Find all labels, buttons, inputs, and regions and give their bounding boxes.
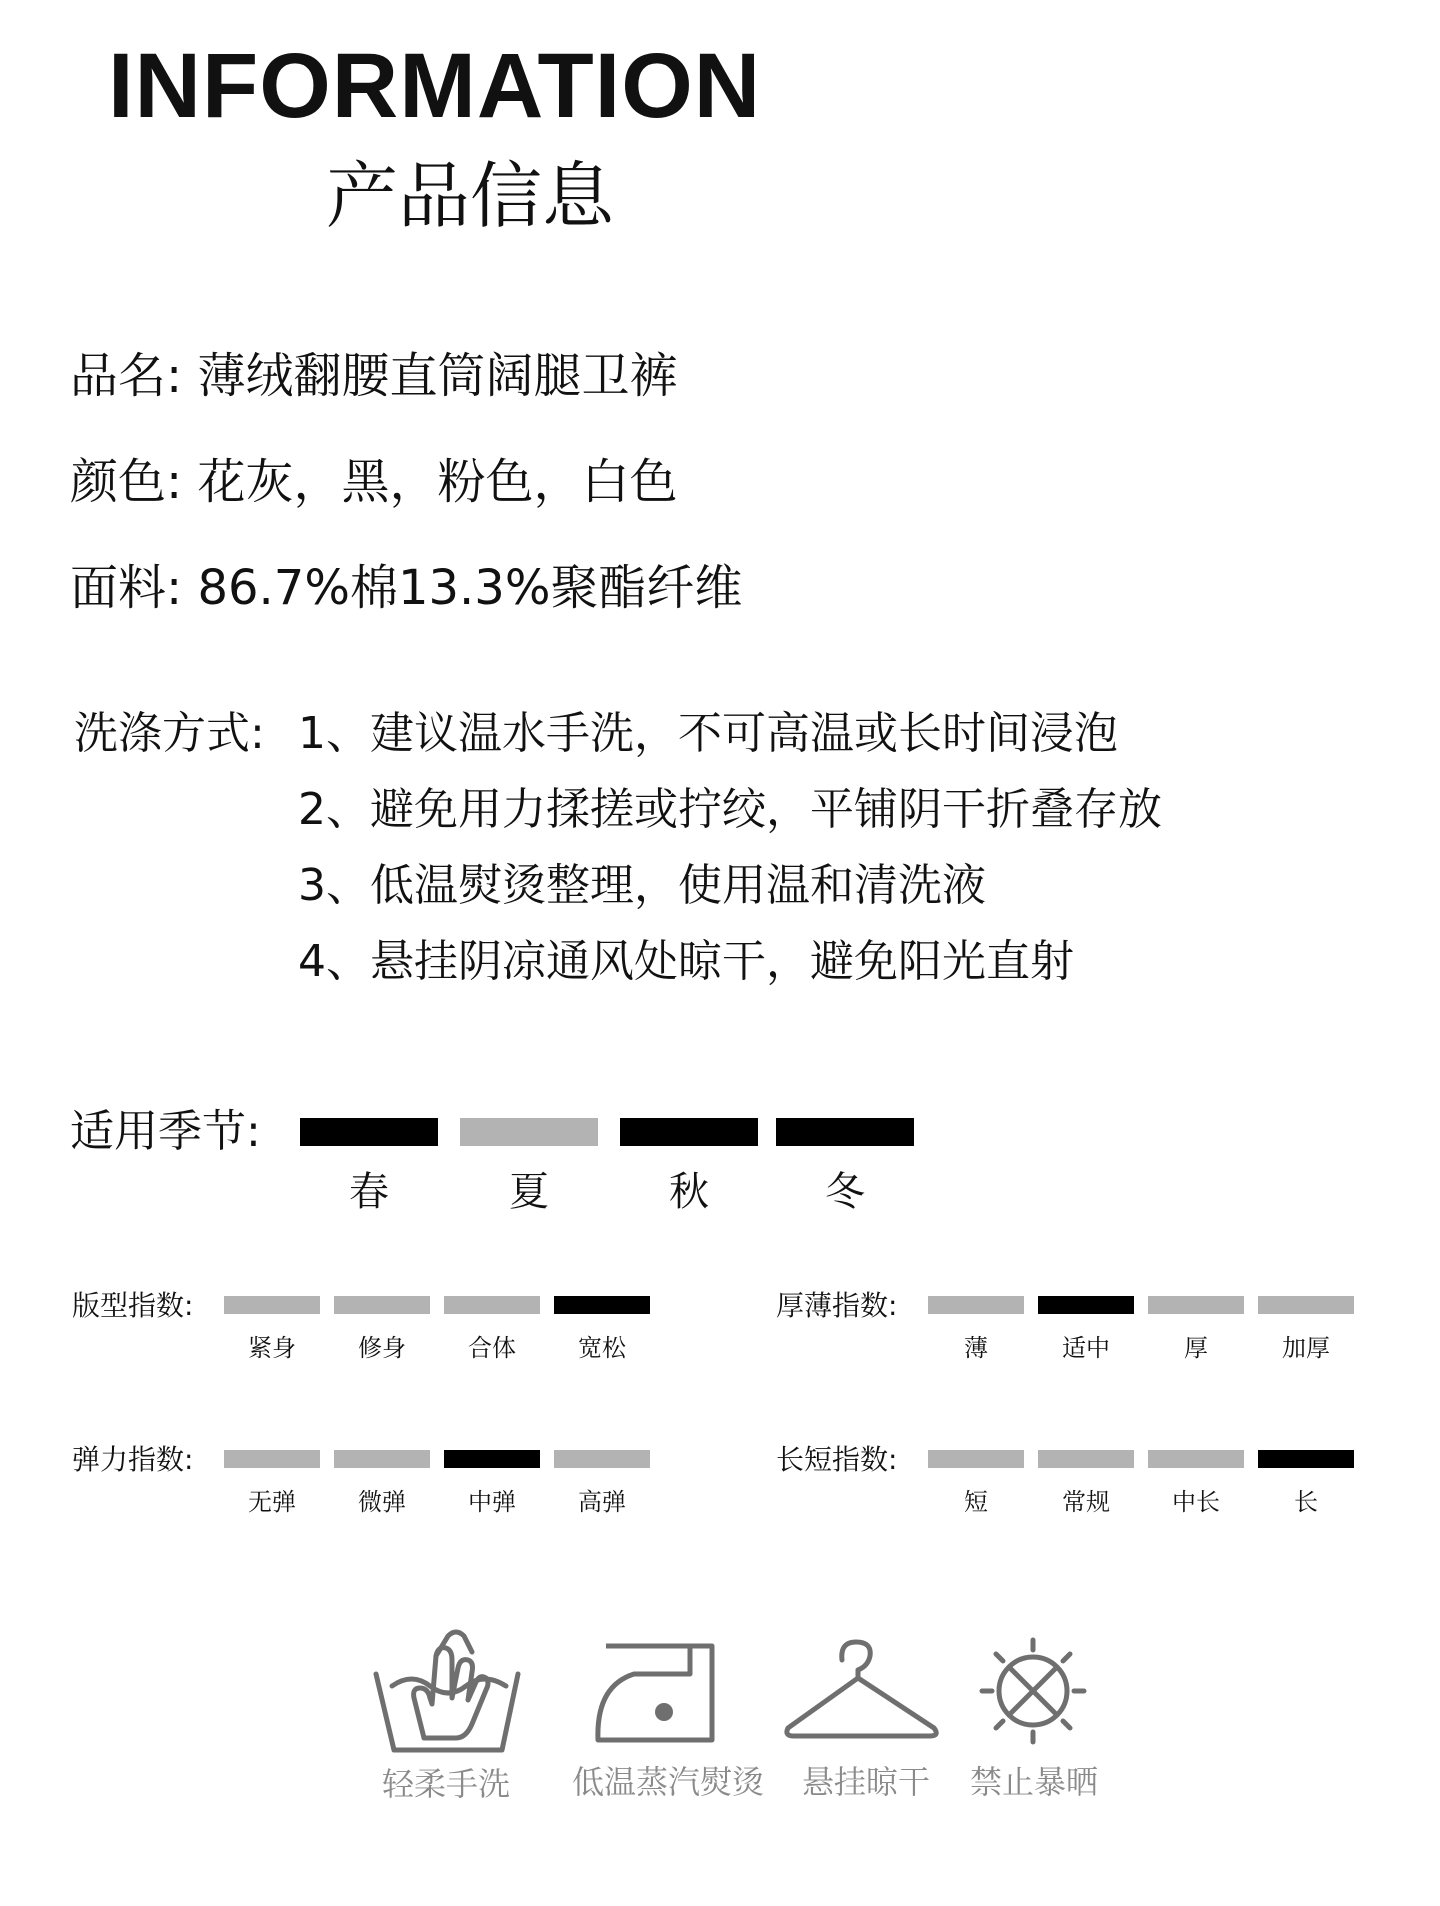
- length-index-bar-2: [1038, 1450, 1134, 1468]
- product-name-label: 品名:: [70, 348, 183, 404]
- care-label-no-sun: 禁止暴晒: [970, 1763, 1099, 1801]
- thickness-index-option-4: 加厚: [1282, 1334, 1330, 1362]
- length-index-option-4: 长: [1294, 1488, 1318, 1516]
- thickness-index-bar-4: [1258, 1296, 1354, 1314]
- product-fabric-label: 面料:: [70, 560, 183, 616]
- iron-icon: [594, 1640, 724, 1750]
- title-english: INFORMATION: [108, 35, 762, 137]
- thickness-index-bar-3: [1148, 1296, 1244, 1314]
- fit-index-bar-3: [444, 1296, 540, 1314]
- thickness-index-option-3: 厚: [1184, 1334, 1208, 1362]
- thickness-index-bar-2: [1038, 1296, 1134, 1314]
- washing-line-4: 4、悬挂阴凉通风处晾干，避免阳光直射: [298, 936, 1074, 987]
- elasticity-index-option-4: 高弹: [578, 1488, 626, 1516]
- length-index-option-3: 中长: [1172, 1488, 1220, 1516]
- product-color-value: 花灰，黑，粉色，白色: [197, 454, 678, 510]
- no-sun-icon: [978, 1636, 1088, 1746]
- thickness-index-option-1: 薄: [964, 1334, 988, 1362]
- season-label-3: 秋: [669, 1169, 709, 1215]
- elasticity-index-bar-1: [224, 1450, 320, 1468]
- product-fabric-row: [70, 560, 743, 616]
- elasticity-index-option-1: 无弹: [248, 1488, 296, 1516]
- season-label-1: 春: [349, 1169, 389, 1215]
- fit-index-label: 版型指数:: [72, 1289, 194, 1322]
- elasticity-index-option-2: 微弹: [358, 1488, 406, 1516]
- season-bar-1: [300, 1118, 438, 1146]
- product-color-row: [70, 454, 678, 510]
- care-label-hanger: 悬挂晾干: [802, 1763, 931, 1801]
- thickness-index-label: 厚薄指数:: [776, 1289, 898, 1322]
- season-label-4: 冬: [825, 1169, 865, 1215]
- season-label-2: 夏: [509, 1169, 549, 1215]
- hand-wash-icon: [372, 1628, 522, 1758]
- length-index-bar-1: [928, 1450, 1024, 1468]
- fit-index-option-1: 紧身: [248, 1334, 296, 1362]
- elasticity-index-bar-3: [444, 1450, 540, 1468]
- product-name-row: [70, 348, 678, 404]
- elasticity-index-bar-2: [334, 1450, 430, 1468]
- product-fabric-value: 86.7%棉13.3%聚酯纤维: [197, 560, 743, 616]
- elasticity-index-label: 弹力指数:: [72, 1443, 194, 1476]
- season-bar-4: [776, 1118, 914, 1146]
- fit-index-option-2: 修身: [358, 1334, 406, 1362]
- hanger-icon: [782, 1636, 942, 1746]
- washing-line-2: 2、避免用力揉搓或拧绞，平铺阴干折叠存放: [298, 784, 1162, 835]
- length-index-bar-4: [1258, 1450, 1354, 1468]
- elasticity-index-bar-4: [554, 1450, 650, 1468]
- fit-index-bar-1: [224, 1296, 320, 1314]
- washing-line-1: 1、建议温水手洗，不可高温或长时间浸泡: [298, 708, 1118, 759]
- fit-index-option-3: 合体: [468, 1334, 516, 1362]
- title-chinese: 产品信息: [326, 154, 615, 238]
- fit-index-bar-4: [554, 1296, 650, 1314]
- washing-line-3: 3、低温熨烫整理，使用温和清洗液: [298, 860, 986, 911]
- length-index-bar-3: [1148, 1450, 1244, 1468]
- product-name-value: 薄绒翻腰直筒阔腿卫裤: [197, 348, 678, 404]
- care-label-hand-wash: 轻柔手洗: [382, 1765, 511, 1803]
- length-index-option-2: 常规: [1062, 1488, 1110, 1516]
- season-bar-3: [620, 1118, 758, 1146]
- fit-index-bar-2: [334, 1296, 430, 1314]
- care-label-iron: 低温蒸汽熨烫: [572, 1763, 765, 1801]
- thickness-index-option-2: 适中: [1062, 1334, 1110, 1362]
- thickness-index-bar-1: [928, 1296, 1024, 1314]
- length-index-option-1: 短: [964, 1488, 988, 1516]
- length-index-label: 长短指数:: [776, 1443, 898, 1476]
- elasticity-index-option-3: 中弹: [468, 1488, 516, 1516]
- season-label: 适用季节:: [70, 1106, 261, 1157]
- washing-label: 洗涤方式:: [74, 708, 265, 759]
- fit-index-option-4: 宽松: [578, 1334, 626, 1362]
- season-bar-2: [460, 1118, 598, 1146]
- product-color-label: 颜色:: [70, 454, 183, 510]
